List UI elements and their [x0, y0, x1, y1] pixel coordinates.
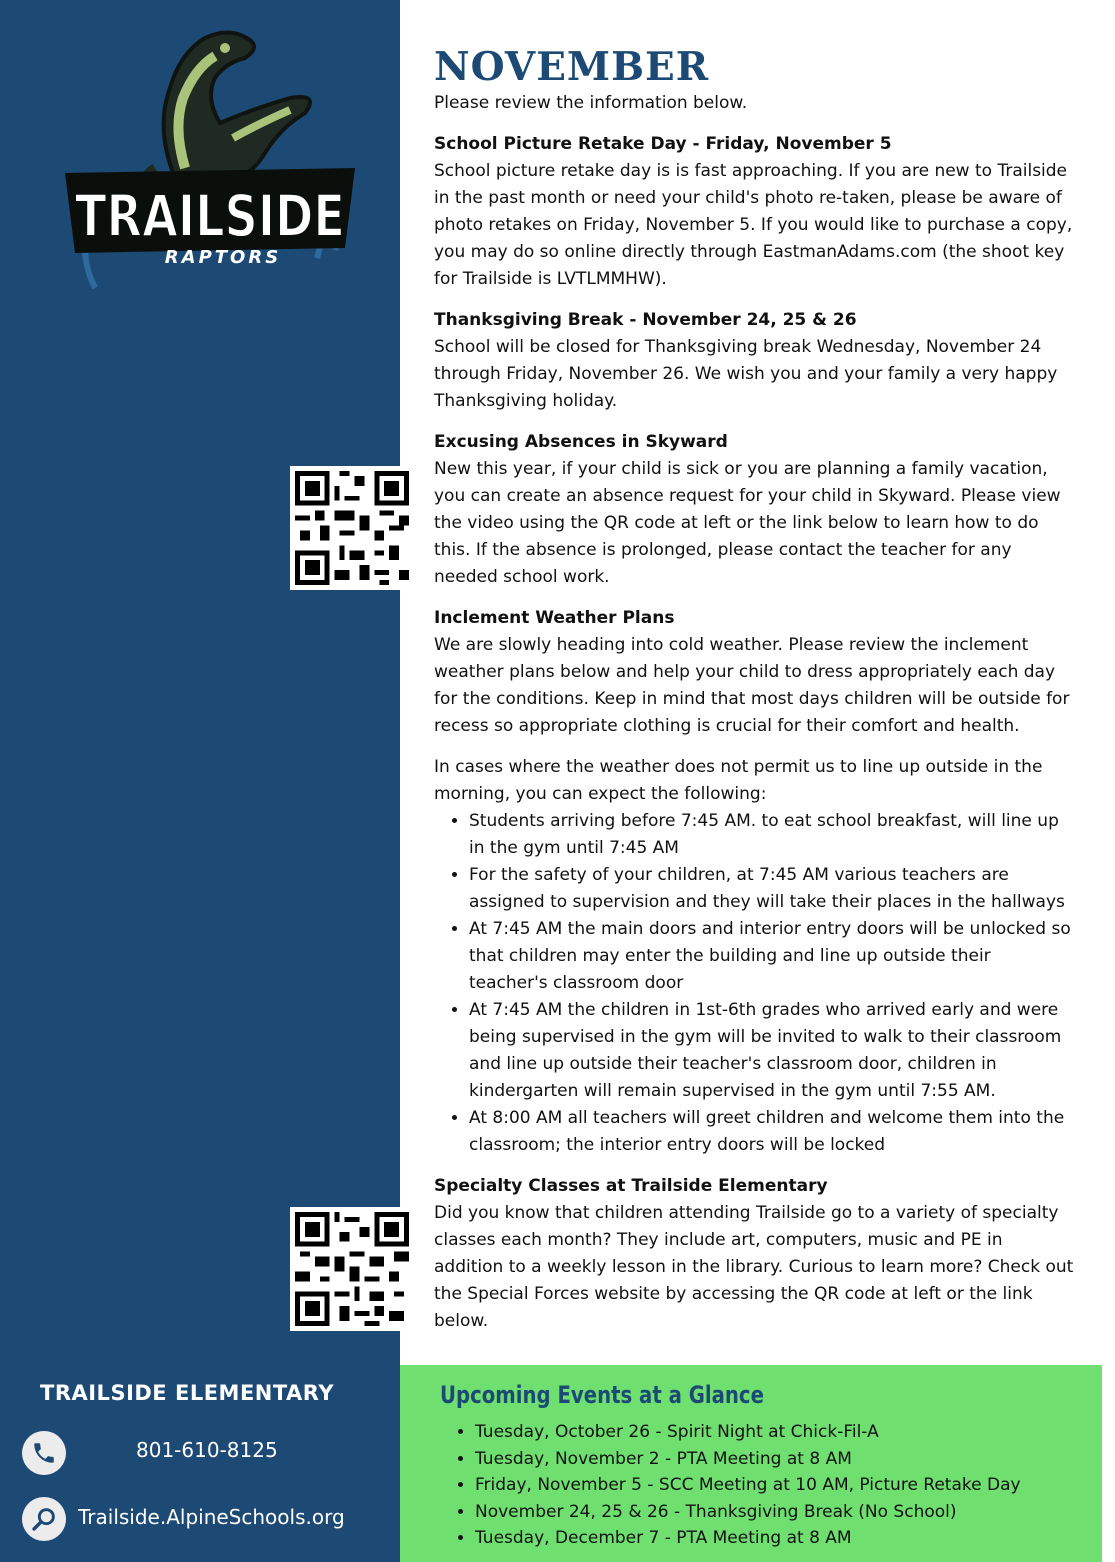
qr-code-icon — [290, 1207, 414, 1331]
section-body: We are slowly heading into cold weather. Please review the inclement weather plans below and help your child to dress appropriately each day for the conditions. Keep in mind that most days children will be outside for recess so appropriate clothing is crucial for their comfort and health. — [434, 635, 1070, 736]
contact-panel — [0, 1365, 400, 1562]
events-list — [440, 1419, 1115, 1552]
list-item: • At 8:00 AM all teachers will greet children and welcome them into the classroom; the interior entry doors will be locked — [469, 1105, 1074, 1159]
events-panel — [400, 1365, 1102, 1562]
weather-plan-list — [434, 808, 1074, 1159]
section-body-2: In cases where the weather does not permit us to line up outside in the morning, you can expect the following: — [434, 757, 1043, 804]
section-absences — [434, 429, 1074, 591]
section-weather — [434, 605, 1074, 1159]
list-item: • Friday, November 5 - SCC Meeting at 10 AM, Picture Retake Day — [475, 1472, 1115, 1499]
newsletter-content — [434, 44, 1074, 1349]
section-body: School will be closed for Thanksgiving break Wednesday, November 24 through Friday, November 26. We wish you and your family a very happy Thanksgiving holiday. — [434, 337, 1058, 411]
section-title: Specialty Classes at Trailside Elementary — [434, 1176, 828, 1196]
section-specialty — [434, 1173, 1074, 1335]
page-title: NOVEMBER — [434, 44, 710, 90]
list-item: • Tuesday, October 26 - Spirit Night at Chick-Fil-A — [475, 1419, 1115, 1446]
list-item: • November 24, 25 & 26 - Thanksgiving Break (No School) — [475, 1499, 1115, 1526]
events-title: Upcoming Events at a Glance — [440, 1381, 764, 1409]
section-title: Thanksgiving Break - November 24, 25 & 26 — [434, 310, 857, 330]
trailside-raptors-logo — [55, 18, 365, 308]
list-item: • Tuesday, November 2 - PTA Meeting at 8 AM — [475, 1446, 1115, 1473]
section-title: Excusing Absences in Skyward — [434, 432, 728, 452]
section-body: School picture retake day is is fast approaching. If you are new to Trailside in the past month or need your child's photo re-taken, please be aware of photo retakes on Friday, November 5. If you would like to purchase a copy, you may do so online directly through EastmanAdams.com (the shoot key for Trailside is LVTLMMHW). — [434, 161, 1073, 289]
list-item: • Students arriving before 7:45 AM. to eat school breakfast, will line up in the gym until 7:45 AM — [469, 808, 1074, 862]
sidebar — [0, 0, 400, 1562]
search-icon — [22, 1497, 66, 1541]
section-title: Inclement Weather Plans — [434, 608, 675, 628]
section-picture-retake — [434, 131, 1074, 293]
list-item: • At 7:45 AM the children in 1st-6th grades who arrived early and were being supervised in the gym will be invited to walk to their classroom and line up outside their teacher's classroom door, children in kindergarten will remain supervised in the gym until 7:55 AM. — [469, 997, 1074, 1105]
list-item: • At 7:45 AM the main doors and interior entry doors will be unlocked so that children may enter the building and line up outside their teacher's classroom door — [469, 916, 1074, 997]
list-item: • Tuesday, December 7 - PTA Meeting at 8 AM — [475, 1525, 1115, 1552]
list-item: • For the safety of your children, at 7:45 AM various teachers are assigned to supervision and they will take their places in the hallways — [469, 862, 1074, 916]
phone-number[interactable]: 801-610-8125 — [136, 1438, 278, 1462]
section-thanksgiving — [434, 307, 1074, 415]
intro-text: Please review the information below. — [434, 93, 748, 113]
logo-title: TRAILSIDE — [75, 182, 345, 250]
section-body: Did you know that children attending Trailside go to a variety of specialty classes each month? They include art, computers, music and PE in addition to a weekly lesson in the library. Curious to learn more? Check out the Special Forces website by accessing the QR code at left or the link below. — [434, 1203, 1074, 1331]
school-name: TRAILSIDE ELEMENTARY — [40, 1381, 335, 1405]
section-body: New this year, if your child is sick or you are planning a family vacation, you can create an absence request for your child in Skyward. Please view the video using the QR code at left or the link below to learn how to do this. If the absence is prolonged, please contact the teacher for any needed school work. — [434, 459, 1061, 587]
qr-code-icon — [290, 466, 414, 590]
section-title: School Picture Retake Day - Friday, November 5 — [434, 134, 892, 154]
logo-subtitle: RAPTORS — [164, 247, 282, 268]
phone-icon — [22, 1431, 66, 1475]
website-link[interactable]: Trailside.AlpineSchools.org — [78, 1505, 345, 1529]
